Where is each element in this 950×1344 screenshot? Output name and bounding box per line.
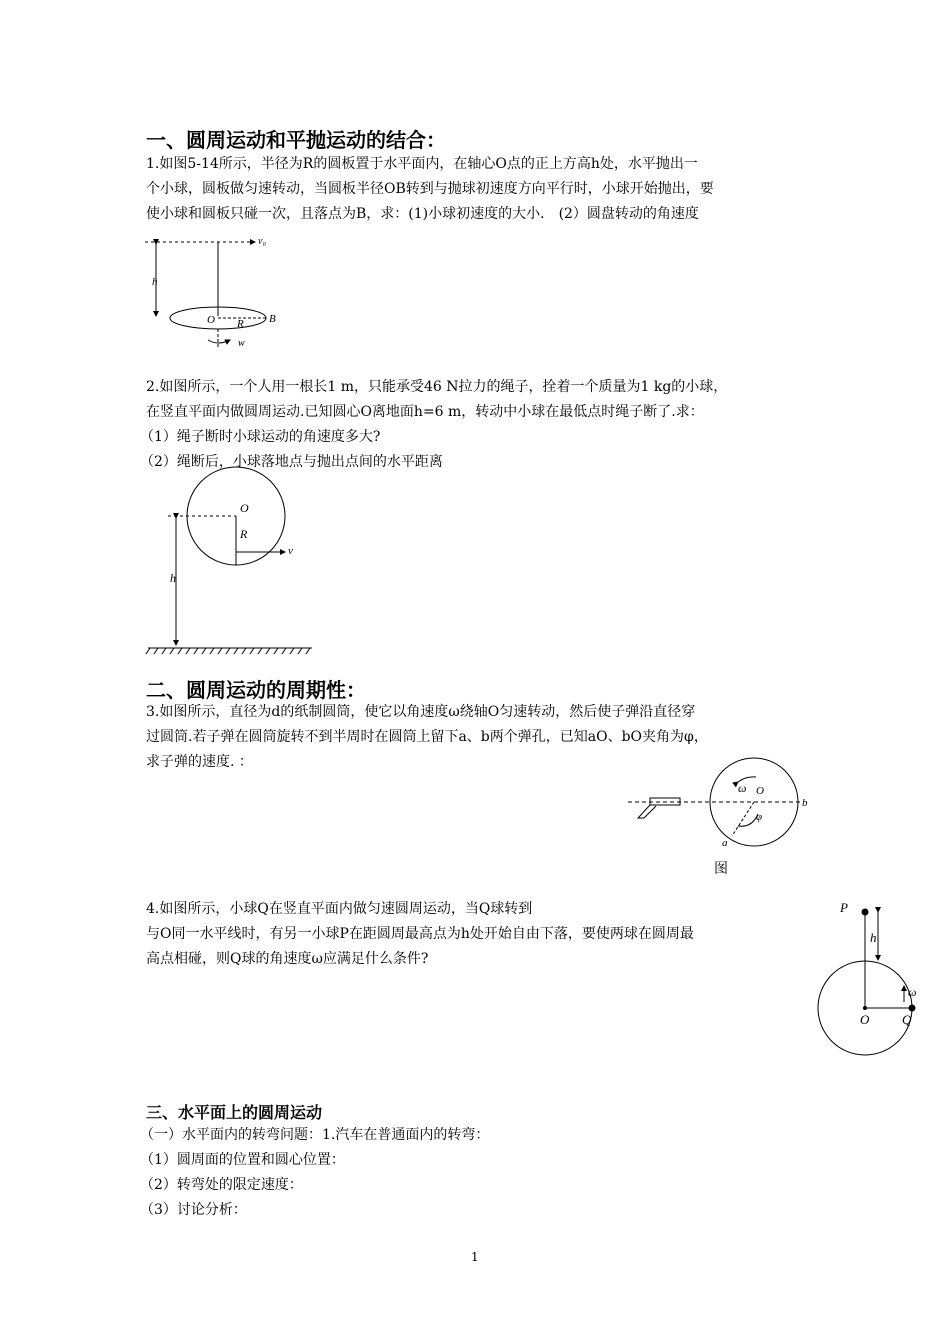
q3-fig-a-label: a bbox=[722, 837, 728, 849]
q2-fig-v-label: v bbox=[288, 545, 293, 557]
q4-fig-h-label: h bbox=[870, 930, 877, 945]
q1-fig-v0-label: v₀ bbox=[258, 236, 266, 247]
q1-line-2: 个小球，圆板做匀速转动，当圆板半径OB转到与抛球初速度方向平行时，小球开始抛出，要 bbox=[146, 181, 714, 197]
q3-fig-phi-label: φ bbox=[756, 811, 763, 823]
section3-line-3: （2）转弯处的限定速度： bbox=[140, 1177, 303, 1193]
q1-fig-O-label: O bbox=[207, 314, 215, 326]
q4-figure bbox=[820, 898, 930, 1038]
section1-heading: 一、圆周运动和平抛运动的结合： bbox=[146, 128, 446, 152]
q4-line-3: 高点相碰，则Q球的角速度ω应满足什么条件? bbox=[146, 951, 429, 967]
q3-fig-omega-label: ω bbox=[738, 781, 747, 795]
q2-line-2: 在竖直平面内做圆周运动.已知圆心O离地面h=6 m，转动中小球在最低点时绳子断了.求： bbox=[146, 404, 704, 420]
q4-line-1: 4.如图所示，小球Q在竖直平面内做匀速圆周运动，当Q球转到 bbox=[146, 901, 533, 917]
q2-fig-O-label: O bbox=[240, 501, 249, 515]
section3-line-2: （1）圆周面的位置和圆心位置： bbox=[140, 1152, 345, 1168]
q2-figure bbox=[140, 470, 320, 660]
q3-figure-caption: 图 bbox=[714, 861, 728, 877]
section3-line-4: （3）讨论分析： bbox=[140, 1202, 247, 1218]
q1-fig-R-label: R bbox=[237, 318, 244, 330]
q4-fig-Q-label: Q bbox=[902, 1012, 912, 1027]
q4-fig-O-label: O bbox=[860, 1012, 870, 1027]
q4-line-2: 与O同一水平线时，有另一小球P在距圆周最高点为h处开始自由下落，要使两球在圆周最 bbox=[146, 926, 694, 942]
q1-fig-B-label: B bbox=[269, 313, 276, 325]
q3-fig-O-label: O bbox=[756, 785, 764, 797]
q2-fig-R-label: R bbox=[240, 527, 248, 541]
q3-line-2: 过圆筒.若子弹在圆筒旋转不到半周时在圆筒上留下a、b两个弹孔，已知aO、bO夹角为φ， bbox=[146, 729, 708, 745]
q1-figure bbox=[140, 230, 290, 360]
section2-heading: 二、圆周运动的周期性： bbox=[146, 678, 366, 702]
q1-fig-h-label: h bbox=[152, 276, 158, 288]
page-number: 1 bbox=[471, 1250, 479, 1264]
q2-line-3: （1）绳子断时小球运动的角速度多大? bbox=[140, 429, 381, 445]
q3-line-1: 3.如图所示，直径为d的纸制圆筒，使它以角速度ω绕轴O匀速转动，然后使子弹沿直径穿 bbox=[146, 704, 696, 720]
q2-line-1: 2.如图所示，一个人用一根长1 m，只能承受46 N拉力的绳子，拴着一个质量为1 kg的小球， bbox=[146, 379, 728, 395]
q2-fig-h-label: h bbox=[170, 571, 176, 585]
q1-fig-w-label: w bbox=[238, 338, 245, 349]
section3-line-1: （一）水平面内的转弯问题：1.汽车在普通面内的转弯： bbox=[140, 1127, 490, 1143]
q1-line-1: 1.如图5-14所示，半径为R的圆板置于水平面内，在轴心O点的正上方高h处，水平抛出一 bbox=[146, 156, 698, 172]
q4-fig-P-label: P bbox=[840, 900, 848, 915]
q1-line-3: 使小球和圆板只碰一次，且落点为B，求：(1)小球初速度的大小． (2）圆盘转动的角速度 bbox=[146, 206, 699, 222]
q3-fig-b-label: b bbox=[802, 797, 808, 809]
section3-heading: 三、水平面上的圆周运动 bbox=[146, 1103, 323, 1122]
q2-line-4: （2）绳断后，小球落地点与抛出点间的水平距离 bbox=[140, 454, 443, 470]
q3-line-3: 求子弹的速度. ： bbox=[146, 754, 253, 770]
q4-fig-omega-label: ω bbox=[908, 985, 917, 999]
